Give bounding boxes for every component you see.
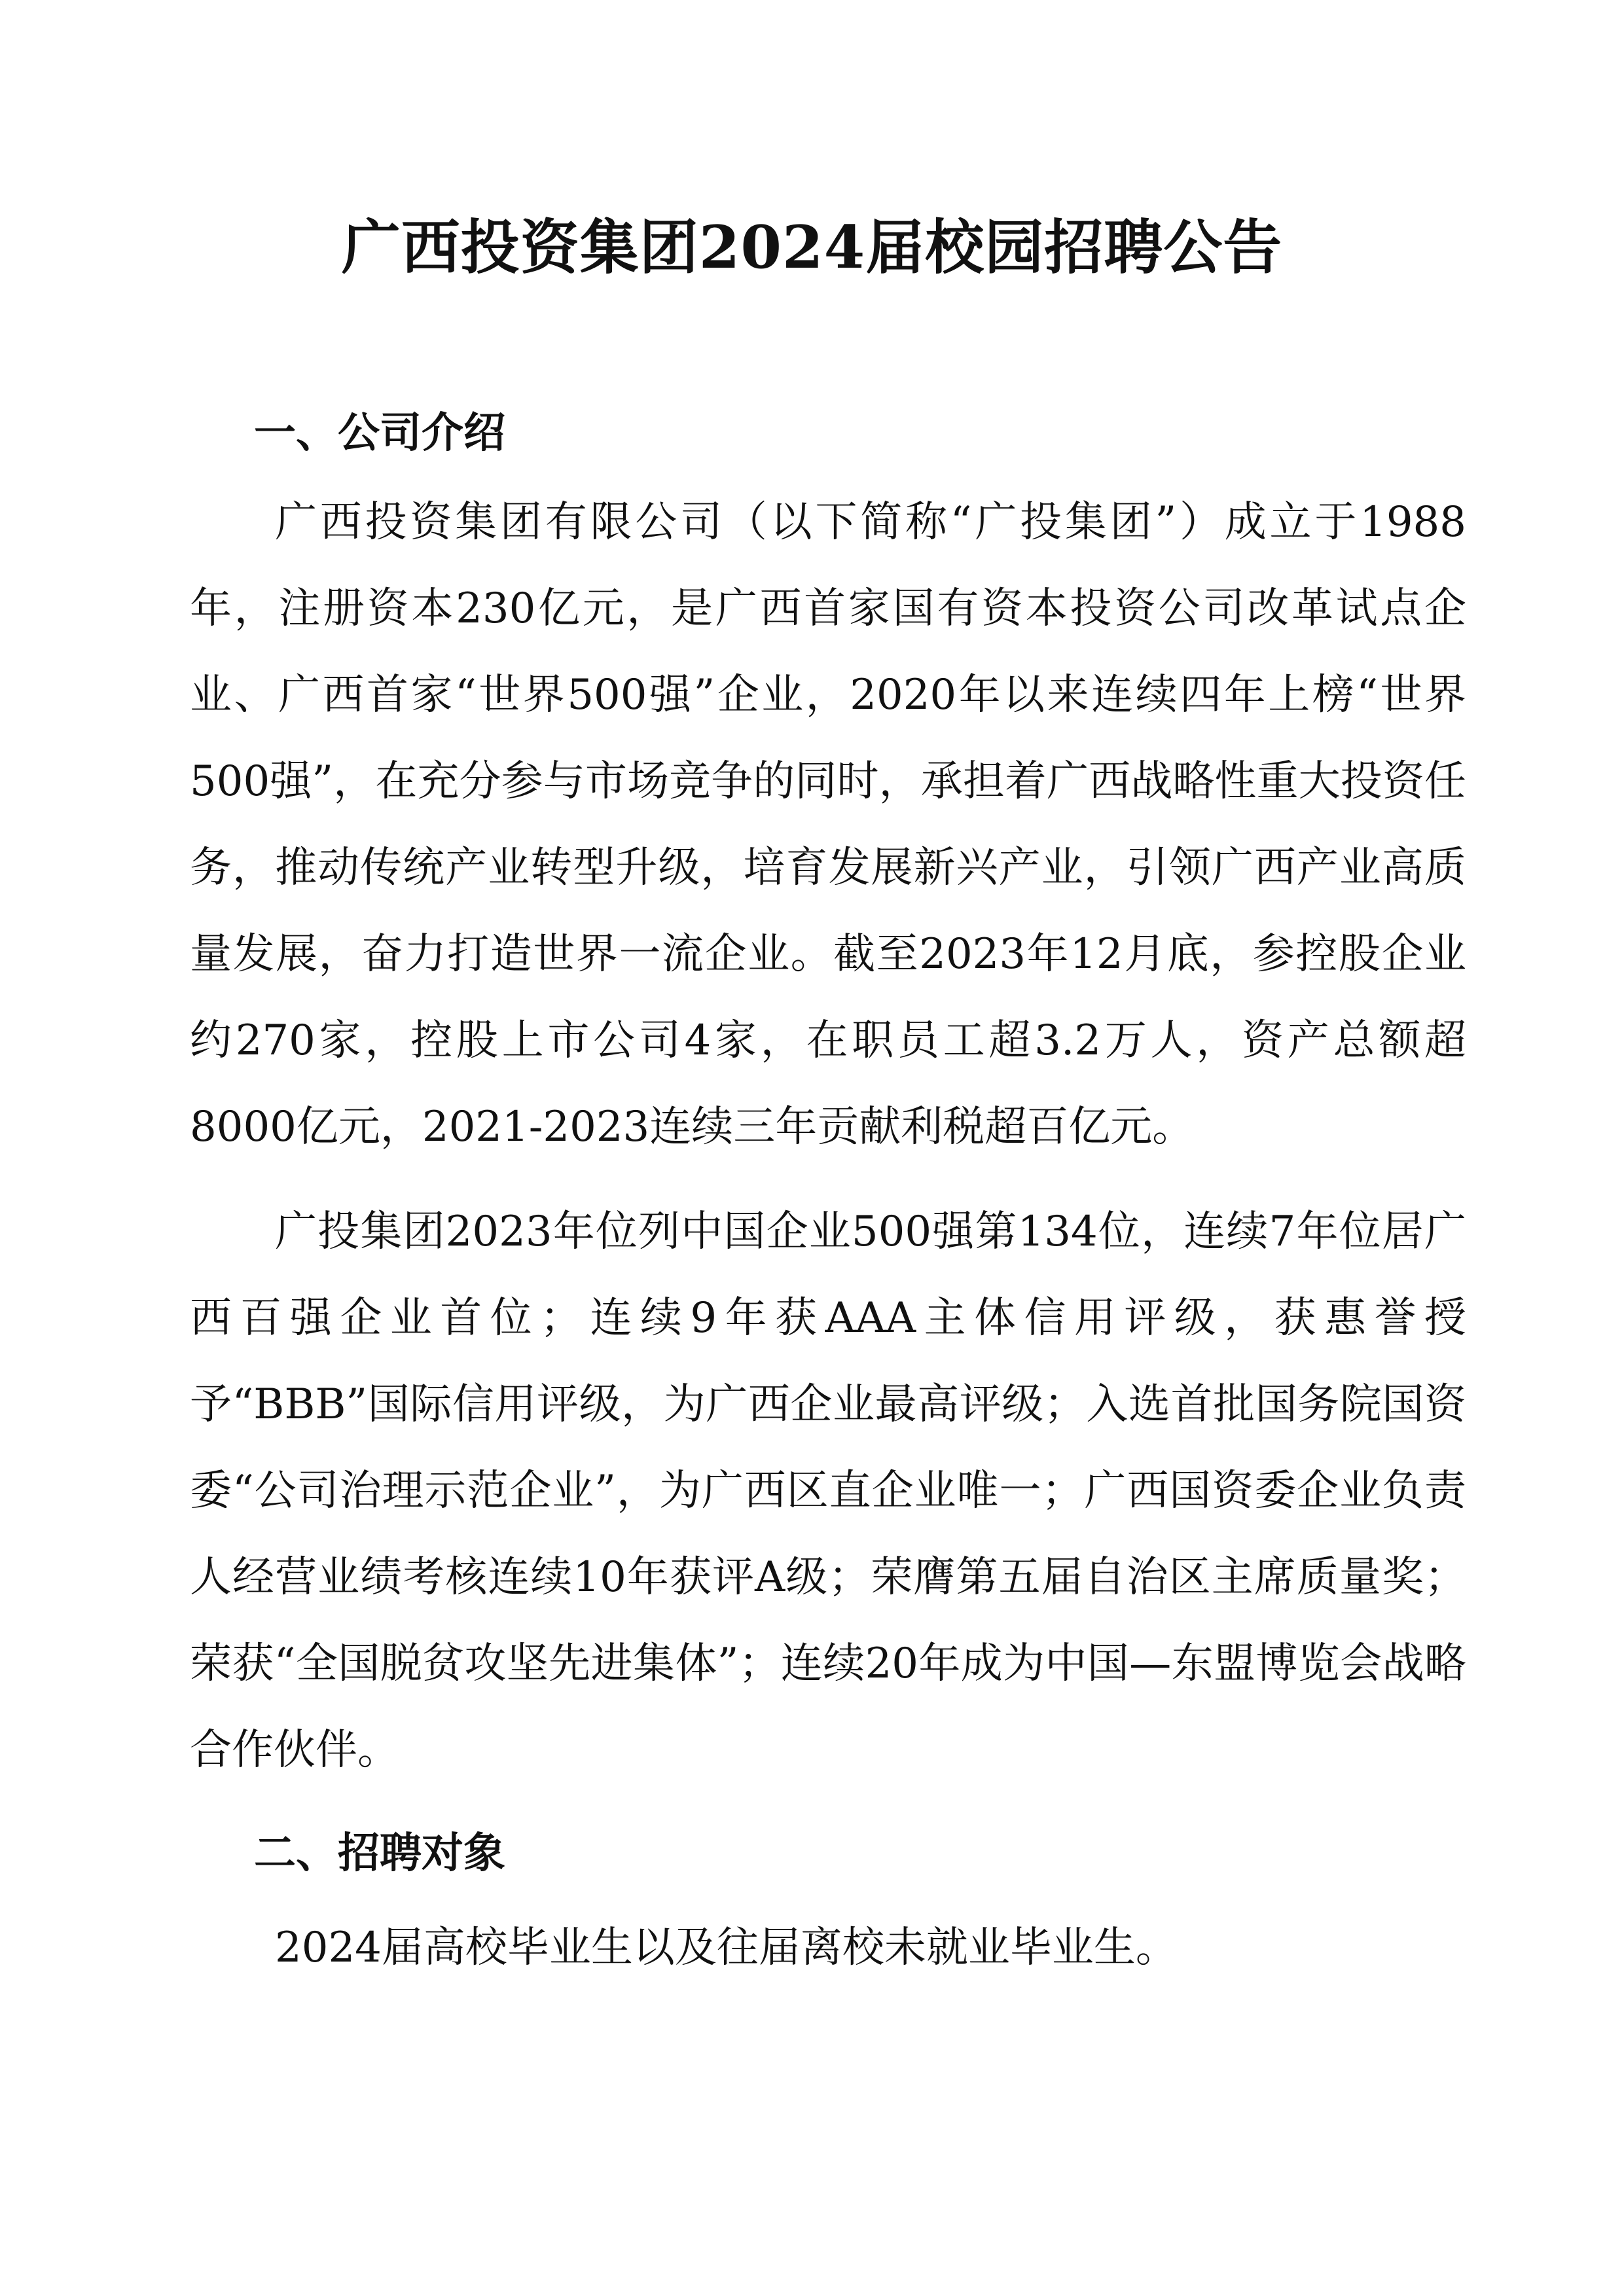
company-intro-paragraph-2: 广投集团2023年位列中国企业500强第134位，连续7年位居广西百强企业首位；连续9年获AAA主体信用评级，获惠誉授予“BBB”国际信用评级，为广西企业最高评级；入选首批国务院国资委“公司治理示范企业”，为广西区直企业唯一；广西国资委企业负责人经营业绩考核连续10年获评A级；荣膺第五届自治区主席质量奖；荣获“全国脱贫攻坚先进集体”；连续20年成为中国—东盟博览会战略合作伙伴。 [190,1208,1466,1774]
company-intro-paragraph-1: 广西投资集团有限公司（以下简称“广投集团”）成立于1988年，注册资本230亿元，是广西首家国有资本投资公司改革试点企业、广西首家“世界500强”企业，2020年以来连续四年上榜“世界500强”，在充分参与市场竞争的同时，承担着广西战略性重大投资任务，推动传统产业转型升级，培育发展新兴产业，引领广西产业高质量发展，奋力打造世界一流企业。截至2023年12月底，参控股企业约270家，控股上市公司4家，在职员工超3.2万人，资产总额超8000亿元，2021-2023连续三年贡献利税超百亿元。 [190,498,1466,1151]
section-heading-company-intro: 一、公司介绍 [254,409,505,457]
document-title: 广西投资集团2024届校园招聘公告 [341,213,1283,282]
document-body [190,387,1466,1991]
recruitment-target-paragraph: 2024届高校毕业生以及往届离校未就业毕业生。 [275,1924,1178,1972]
section-heading-recruitment-target: 二、招聘对象 [254,1829,505,1878]
